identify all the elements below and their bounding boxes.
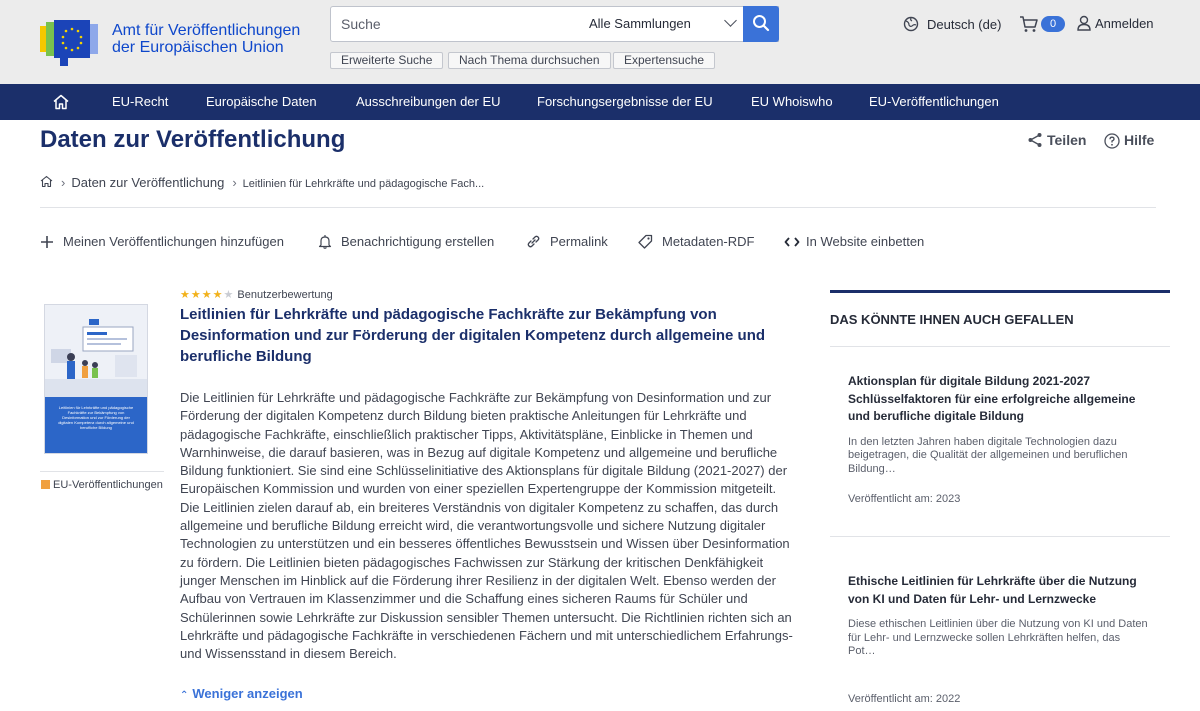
logo-line-1: Amt für Veröffentlichungen (112, 22, 301, 39)
search-icon (752, 14, 770, 32)
breadcrumb-separator-icon: › (232, 175, 237, 190)
publication-title: Leitlinien für Lehrkräfte und pädagogische Fachkräfte zur Bekämpfung von Desinformation und zur Förderung der digitalen Kompetenz durch allgemeine und berufliche Bildung (180, 306, 766, 365)
divider (830, 346, 1170, 347)
classroom-illustration-icon (45, 305, 147, 397)
rating-stars-icon: ★★★★★ (180, 289, 235, 301)
add-to-my-publications-label: Meinen Veröffentlichungen hinzufügen (63, 234, 284, 249)
nav-item-tenders[interactable]: Ausschreibungen der EU (356, 94, 501, 109)
cart-icon (1019, 15, 1039, 33)
cover-title-text: Leitlinien für Lehrkräfte und pädagogische Fachkräfte zur Bekämpfung von Desinformation und zur Förderung der digitalen Kompetenz durch allgemeine und berufliche Bildung (58, 405, 134, 430)
nav-item-research-results[interactable]: Forschungsergebnisse der EU (537, 94, 713, 109)
logo-text (112, 22, 300, 56)
cover-illustration (45, 305, 147, 397)
chevron-down-icon (724, 14, 737, 27)
collection-label: EU-Veröffentlichungen (53, 479, 163, 491)
divider (830, 536, 1170, 537)
share-label: Teilen (1047, 132, 1087, 148)
link-icon (526, 234, 541, 249)
cart-button[interactable] (1019, 15, 1057, 38)
browse-by-subject-link[interactable]: Nach Thema durchsuchen (448, 52, 611, 69)
breadcrumb-separator-icon: › (61, 175, 66, 190)
collection-color-icon (41, 480, 50, 489)
home-icon[interactable] (52, 93, 70, 111)
metadata-rdf-button[interactable] (638, 234, 754, 249)
rating-label: Benutzerbewertung (237, 289, 333, 301)
help-icon (1104, 133, 1120, 149)
advanced-search-link[interactable]: Erweiterte Suche (330, 52, 443, 69)
cover-title-band (45, 397, 147, 454)
recommendation-card[interactable] (848, 373, 1148, 505)
cart-count-badge: 0 (1041, 16, 1065, 32)
chevron-up-icon: ⌃ (180, 690, 189, 701)
breadcrumb (40, 175, 484, 190)
embed-in-website-label: In Website einbetten (806, 234, 925, 249)
search-box (330, 6, 779, 42)
create-notification-button[interactable] (318, 234, 494, 249)
eu-flag-logo-icon (40, 20, 104, 68)
search-input[interactable] (341, 7, 571, 41)
add-to-my-publications-button[interactable] (40, 234, 284, 249)
home-icon[interactable] (40, 175, 53, 188)
collection-tag[interactable] (41, 479, 163, 491)
search-button[interactable] (743, 6, 779, 42)
nav-item-eu-data[interactable]: Europäische Daten (206, 94, 317, 109)
metadata-rdf-label: Metadaten-RDF (662, 234, 755, 249)
globe-icon (903, 16, 919, 32)
recommendation-date: Veröffentlicht am: 2023 (848, 493, 961, 505)
embed-in-website-button[interactable] (784, 234, 924, 249)
plus-icon (40, 235, 54, 249)
site-header (0, 0, 1200, 84)
nav-item-whoiswho[interactable]: EU Whoiswho (751, 94, 833, 109)
help-label: Hilfe (1124, 132, 1155, 148)
language-label: Deutsch (de) (927, 17, 1002, 32)
page-title: Daten zur Veröffentlichung (40, 126, 346, 153)
share-icon (1027, 132, 1043, 148)
nav-item-eu-law[interactable]: EU-Recht (112, 94, 169, 109)
recommendation-date: Veröffentlicht am: 2022 (848, 693, 961, 705)
user-icon (1077, 15, 1091, 31)
nav-item-eu-publications[interactable]: EU-Veröffentlichungen (869, 94, 999, 109)
publication-cover-image[interactable] (44, 304, 148, 454)
user-rating[interactable] (180, 288, 333, 301)
logo-line-2: der Europäischen Union (112, 39, 284, 56)
divider (40, 471, 164, 472)
collection-select[interactable] (589, 7, 739, 41)
recommendation-title[interactable]: Aktionsplan für digitale Bildung 2021-2027 Schlüsselfaktoren für eine erfolgreiche allgemeine und berufliche digitale Bildung (848, 374, 1136, 423)
login-label: Anmelden (1095, 16, 1154, 31)
language-selector[interactable] (903, 16, 1001, 32)
tag-icon (638, 234, 653, 249)
share-button[interactable] (1027, 132, 1086, 148)
expert-search-link[interactable]: Expertensuche (613, 52, 715, 69)
login-link[interactable] (1077, 15, 1154, 31)
recommendation-card[interactable] (848, 573, 1148, 705)
sidebar-top-rule (830, 290, 1170, 293)
code-icon (784, 235, 800, 249)
main-nav (0, 84, 1200, 120)
collection-select-value: Alle Sammlungen (589, 16, 691, 31)
create-notification-label: Benachrichtigung erstellen (341, 234, 495, 249)
bell-icon (318, 234, 332, 249)
permalink-label: Permalink (550, 234, 608, 249)
help-button[interactable] (1104, 132, 1154, 149)
show-less-button[interactable] (180, 686, 303, 701)
publication-description: Die Leitlinien für Lehrkräfte und pädagogische Fachkräfte zur Bekämpfung von Desinformation und zur Förderung der digitalen Kompetenz durch Bildung bieten praktische Anleitungen für Lehrkräfte und pädagogische Fachkräfte, einschließlich praktischer Tipps, Aktivitätspläne, Einblicke in Themen und Warnhinweise, die darauf basieren, was in Bezug auf digitale Kompetenz und allgemeine und berufliche Bildung funktioniert. Sie sind eine Schlüsselinitiative des Aktionsplans für digitale Bildung (2021-2027) der Europäischen Kommission und wurden von einer speziellen Expertengruppe der Kommission mitgeteilt. Die Leitlinien zielen darauf ab, ein breiteres Verständnis von digitaler Kompetenz zu schaffen, das durch allgemeine und berufliche Bildung erreicht wird, die verantwortungsvolle und sichere Nutzung digitaler Technologien zu unterstützen und ein besseres öffentliches Bewusstsein und Wissen über Desinformation zu fördern. Die Leitlinien bieten pädagogisches Fachwissen zur Stärkung der kritischen Denkfähigkeit junger Menschen im Hinblick auf die Förderung ihrer Resilienz in der digitalen Welt. Ebenso werden der Aufbau von Vertrauen im Klassenzimmer und die Schaffung eines sicheren Raums für Schüler und Schülerinnen sowie Lehrkräfte zur Diskussion sensibler Themen untersucht. Die Richtlinien richten sich an Lehrkräfte und pädagogische Fachkräfte in verschiedenen Fächern und mit unterschiedlichem Erfahrungs- und Wissensstand in diesem Bereich. (180, 390, 793, 662)
breadcrumb-item-publication-details[interactable]: Daten zur Veröffentlichung (71, 175, 225, 190)
recommendations-heading: DAS KÖNNTE IHNEN AUCH GEFALLEN (830, 312, 1074, 327)
show-less-label: Weniger anzeigen (192, 686, 303, 701)
permalink-button[interactable] (526, 234, 608, 249)
divider (40, 207, 1156, 208)
eu-publications-logo[interactable] (40, 16, 310, 74)
breadcrumb-item-current: Leitlinien für Lehrkräfte und pädagogische Fach... (242, 178, 485, 190)
recommendation-description: In den letzten Jahren haben digitale Technologien dazu beigetragen, die Qualität der allgemeinen und beruflichen Bildung… (848, 435, 1128, 475)
recommendation-description: Diese ethischen Leitlinien über die Nutzung von KI und Daten für Lehr- und Lernzwecke sollen Lehrkräften helfen, das Pot… (848, 618, 1148, 657)
recommendation-title[interactable]: Ethische Leitlinien für Lehrkräfte über die Nutzung von KI und Daten für Lehr- und Lernzwecke (848, 574, 1137, 606)
